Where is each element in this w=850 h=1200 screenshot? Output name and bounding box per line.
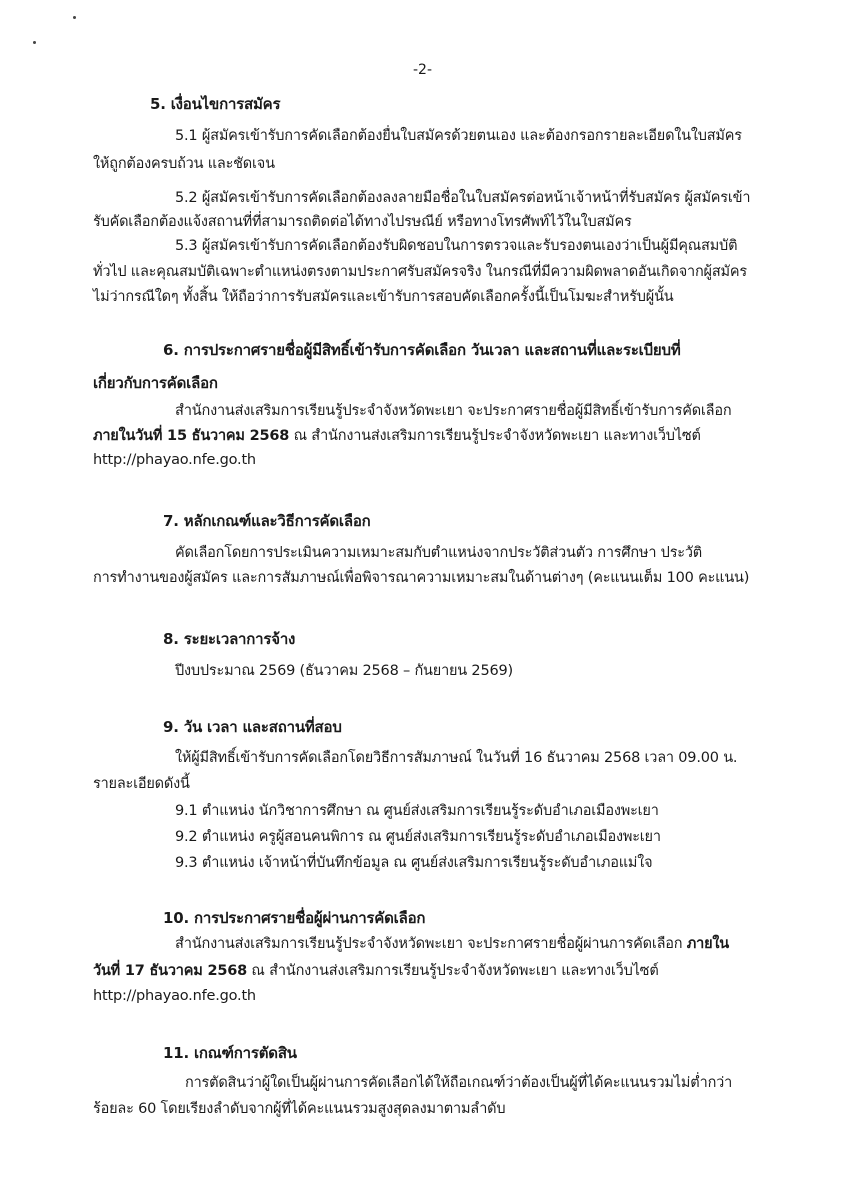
section-8-heading: 8. ระยะเวลาการจ้าง [163,630,296,648]
section-10-website-link[interactable]: http://phayao.nfe.go.th [93,988,256,1004]
section-9-item-2: 9.2 ตำแหน่ง ครูผู้สอนคนพิการ ณ ศูนย์ส่งเสริมการเรียนรู้ระดับอำเภอเมืองพะเยา [175,829,661,845]
section-11-line-1: การตัดสินว่าผู้ใดเป็นผู้ผ่านการคัดเลือกได้ให้ถือเกณฑ์ว่าต้องเป็นผู้ที่ได้คะแนนรวมไม่ต่ำกว่า [185,1075,733,1091]
section-7-heading: 7. หลักเกณฑ์และวิธีการคัดเลือก [163,512,371,530]
section-7-line-2: การทำงานของผู้สมัคร และการสัมภาษณ์เพื่อพิจารณาความเหมาะสมในด้านต่างๆ (คะแนนเต็ม 100 คะแนน) [93,570,750,586]
section-11-line-2: ร้อยละ 60 โดยเรียงลำดับจากผู้ที่ได้คะแนนรวมสูงสุดลงมาตามลำดับ [93,1101,506,1117]
section-5-2-line-1: 5.2 ผู้สมัครเข้ารับการคัดเลือกต้องลงลายมือชื่อในใบสมัครต่อหน้าเจ้าหน้าที่รับสมัคร ผู้สมัครเข้า [175,190,751,206]
section-10-within: ภายใน [686,936,729,952]
section-7-line-1: คัดเลือกโดยการประเมินความเหมาะสมกับตำแหน่งจากประวัติส่วนตัว การศึกษา ประวัติ [175,545,703,561]
section-9-heading: 9. วัน เวลา และสถานที่สอบ [163,718,342,736]
announcement-date: ภายในวันที่ 15 ธันวาคม 2568 [93,428,290,444]
scan-speck [73,16,76,19]
section-10-line-2 [93,961,659,981]
section-6-heading-line-1: 6. การประกาศรายชื่อผู้มีสิทธิ์เข้ารับการคัดเลือก วันเวลา และสถานที่และระเบียบที่ [163,341,681,359]
section-6-website-link[interactable]: http://phayao.nfe.go.th [93,452,256,468]
section-5-heading: 5. เงื่อนไขการสมัคร [150,95,281,113]
section-6-line-2-text: ณ สำนักงานส่งเสริมการเรียนรู้ประจำจังหวัดพะเยา และทางเว็บไซต์ [289,428,701,444]
section-5-2-line-2: รับคัดเลือกต้องแจ้งสถานที่ที่สามารถติดต่อได้ทางไปรษณีย์ หรือทางโทรศัพท์ไว้ในใบสมัคร [93,214,632,230]
section-10-line-1-text: สำนักงานส่งเสริมการเรียนรู้ประจำจังหวัดพะเยา จะประกาศรายชื่อผู้ผ่านการคัดเลือก [175,936,687,952]
section-9-item-1: 9.1 ตำแหน่ง นักวิชาการศึกษา ณ ศูนย์ส่งเสริมการเรียนรู้ระดับอำเภอเมืองพะเยา [175,803,659,819]
section-10-heading: 10. การประกาศรายชื่อผู้ผ่านการคัดเลือก [163,909,426,927]
section-9-line-2: รายละเอียดดังนี้ [93,776,190,792]
section-5-3-line-2: ทั่วไป และคุณสมบัติเฉพาะตำแหน่งตรงตามประกาศรับสมัครจริง ในกรณีที่มีความผิดพลาดอันเกิดจากผู้สมัคร [93,264,747,280]
result-date: วันที่ 17 ธันวาคม 2568 [93,963,247,979]
section-5-1-line-1: 5.1 ผู้สมัครเข้ารับการคัดเลือกต้องยื่นใบสมัครด้วยตนเอง และต้องกรอกรายละเอียดในใบสมัคร [175,128,742,144]
section-9-line-1: ให้ผู้มีสิทธิ์เข้ารับการคัดเลือกโดยวิธีการสัมภาษณ์ ในวันที่ 16 ธันวาคม 2568 เวลา 09.00 น. [175,750,738,766]
section-10-line-1 [175,934,729,954]
section-10-line-2-text: ณ สำนักงานส่งเสริมการเรียนรู้ประจำจังหวัดพะเยา และทางเว็บไซต์ [247,963,659,979]
section-6-heading-line-2: เกี่ยวกับการคัดเลือก [93,374,218,392]
section-11-heading: 11. เกณฑ์การตัดสิน [163,1044,297,1062]
section-5-3-line-1: 5.3 ผู้สมัครเข้ารับการคัดเลือกต้องรับผิดชอบในการตรวจและรับรองตนเองว่าเป็นผู้มีคุณสมบัติ [175,238,738,254]
section-5-3-line-3: ไม่ว่ากรณีใดๆ ทั้งสิ้น ให้ถือว่าการรับสมัครและเข้ารับการสอบคัดเลือกครั้งนี้เป็นโมฆะสำหรับผู้นั้น [93,289,674,305]
section-5-1-line-2: ให้ถูกต้องครบถ้วน และชัดเจน [93,156,275,172]
section-6-line-1: สำนักงานส่งเสริมการเรียนรู้ประจำจังหวัดพะเยา จะประกาศรายชื่อผู้มีสิทธิ์เข้ารับการคัดเลือก [175,403,732,419]
section-8-line-1: ปีงบประมาณ 2569 (ธันวาคม 2568 – กันยายน 2569) [175,663,513,679]
section-6-line-2 [93,426,701,446]
page-number: -2- [413,62,433,78]
scan-speck [33,41,36,44]
section-9-item-3: 9.3 ตำแหน่ง เจ้าหน้าที่บันทึกข้อมูล ณ ศูนย์ส่งเสริมการเรียนรู้ระดับอำเภอแม่ใจ [175,855,653,871]
